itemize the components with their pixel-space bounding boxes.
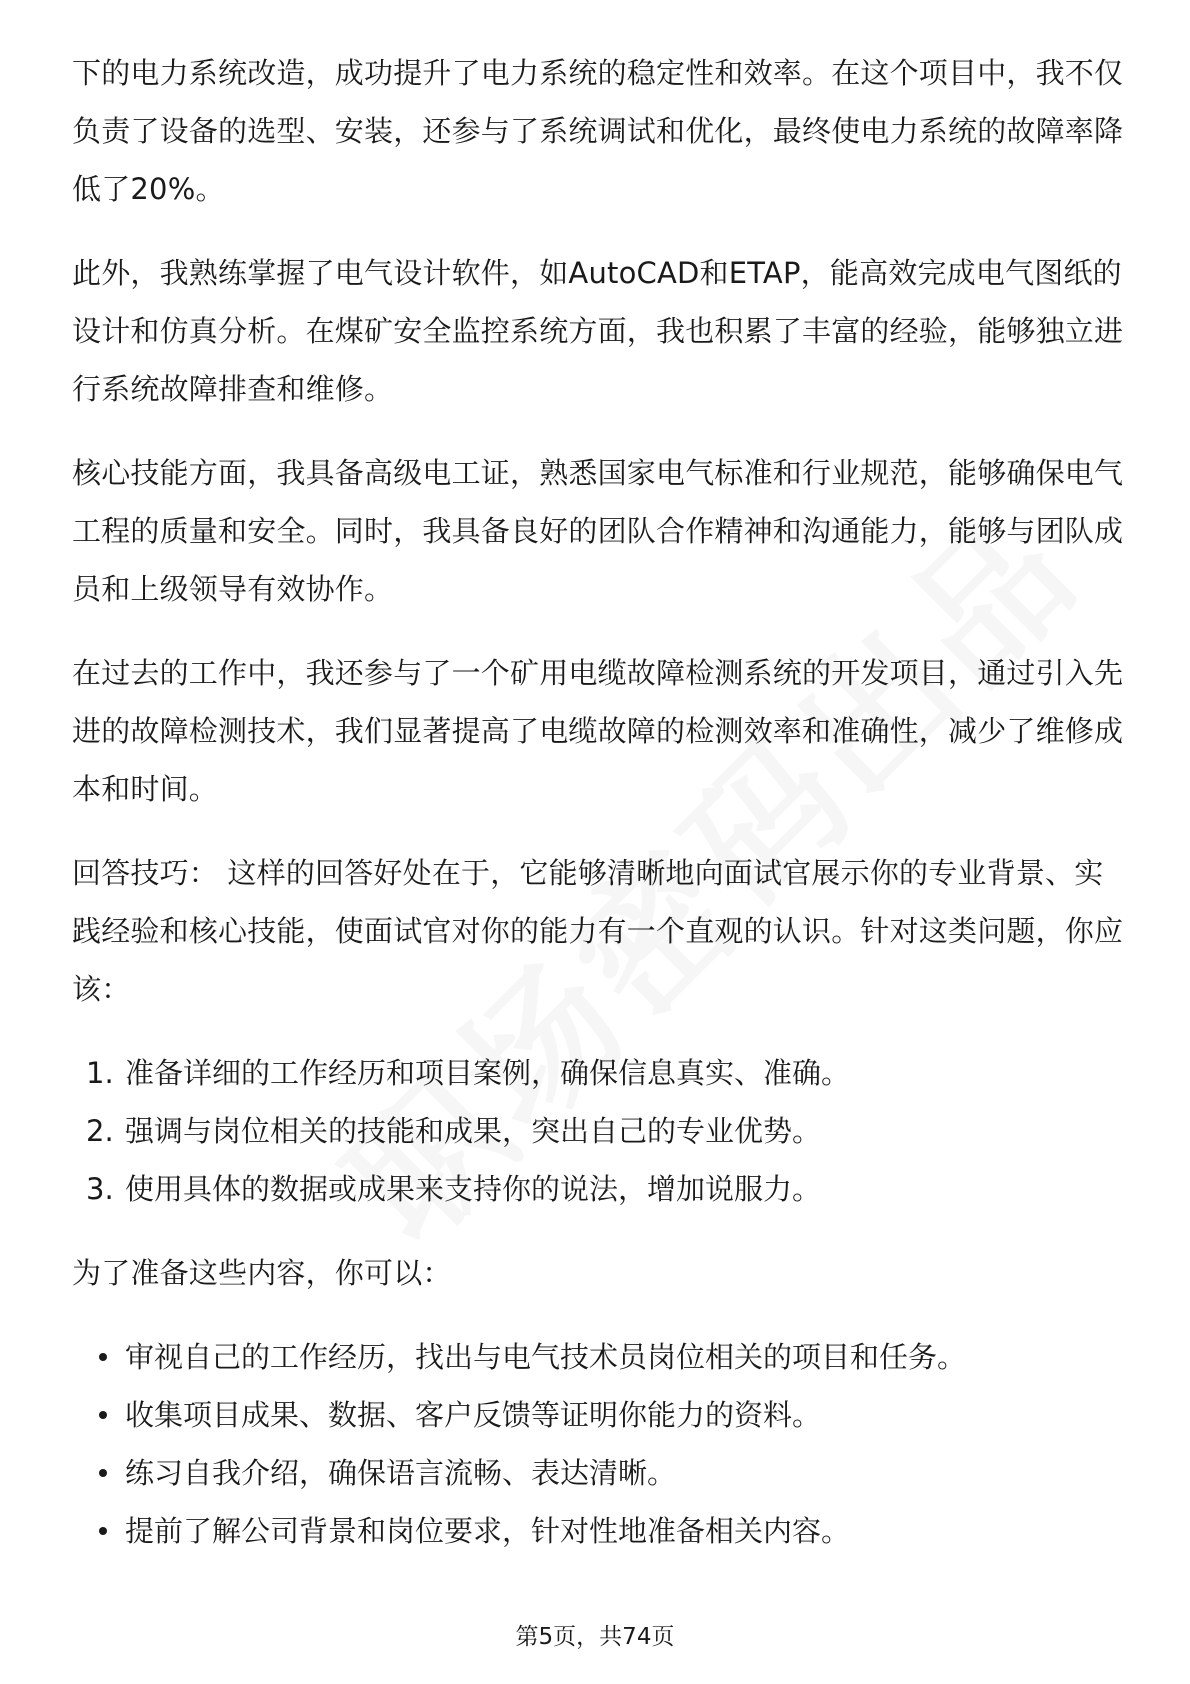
bullet-icon (99, 1411, 107, 1419)
list-item (72, 1386, 1132, 1444)
list-item (72, 1044, 1132, 1102)
paragraph-core-skills: 核心技能方面，我具备高级电工证，熟悉国家电气标准和行业规范，能够确保电气工程的质量和安全。同时，我具备良好的团队合作精神和沟通能力，能够与团队成员和上级领导有效协作。 (72, 456, 1124, 606)
bullet-icon (99, 1527, 107, 1535)
list-item (72, 1160, 1132, 1218)
list-number: 2. (86, 1114, 114, 1148)
page-number-footer: 第5页，共74页 (515, 1624, 675, 1650)
list-item (72, 1328, 1132, 1386)
paragraph-project-result: 下的电力系统改造，成功提升了电力系统的稳定性和效率。在这个项目中，我不仅负责了设备的选型、安装，还参与了系统调试和优化，最终使电力系统的故障率降低了20%。 (72, 56, 1124, 206)
bullet-list (72, 1328, 1132, 1560)
page-content (72, 44, 1132, 1586)
list-item-text: 收集项目成果、数据、客户反馈等证明你能力的资料。 (125, 1398, 822, 1432)
list-item-text: 使用具体的数据或成果来支持你的说法，增加说服力。 (125, 1172, 822, 1206)
list-item (72, 1444, 1132, 1502)
bullet-icon (99, 1469, 107, 1477)
list-item-text: 准备详细的工作经历和项目案例，确保信息真实、准确。 (125, 1056, 851, 1090)
paragraph-answer-tips: 回答技巧： 这样的回答好处在于，它能够清晰地向面试官展示你的专业背景、实践经验和核心技能，使面试官对你的能力有一个直观的认识。针对这类问题，你应该： (72, 856, 1124, 1006)
list-item-text: 练习自我介绍，确保语言流畅、表达清晰。 (125, 1456, 677, 1490)
list-number: 1. (86, 1056, 114, 1090)
paragraph-cable-project: 在过去的工作中，我还参与了一个矿用电缆故障检测系统的开发项目，通过引入先进的故障检测技术，我们显著提高了电缆故障的检测效率和准确性，减少了维修成本和时间。 (72, 656, 1124, 806)
list-item-text: 提前了解公司背景和岗位要求，针对性地准备相关内容。 (125, 1514, 851, 1548)
paragraph-prep-intro: 为了准备这些内容，你可以： (72, 1256, 452, 1290)
list-item-text: 审视自己的工作经历，找出与电气技术员岗位相关的项目和任务。 (125, 1340, 967, 1374)
list-item (72, 1102, 1132, 1160)
list-item (72, 1502, 1132, 1560)
paragraph-software-skills: 此外，我熟练掌握了电气设计软件，如AutoCAD和ETAP，能高效完成电气图纸的设计和仿真分析。在煤矿安全监控系统方面，我也积累了丰富的经验，能够独立进行系统故障排查和维修。 (72, 256, 1124, 406)
bullet-icon (99, 1353, 107, 1361)
numbered-list (72, 1044, 1132, 1218)
list-item-text: 强调与岗位相关的技能和成果，突出自己的专业优势。 (125, 1114, 822, 1148)
list-number: 3. (86, 1172, 114, 1206)
